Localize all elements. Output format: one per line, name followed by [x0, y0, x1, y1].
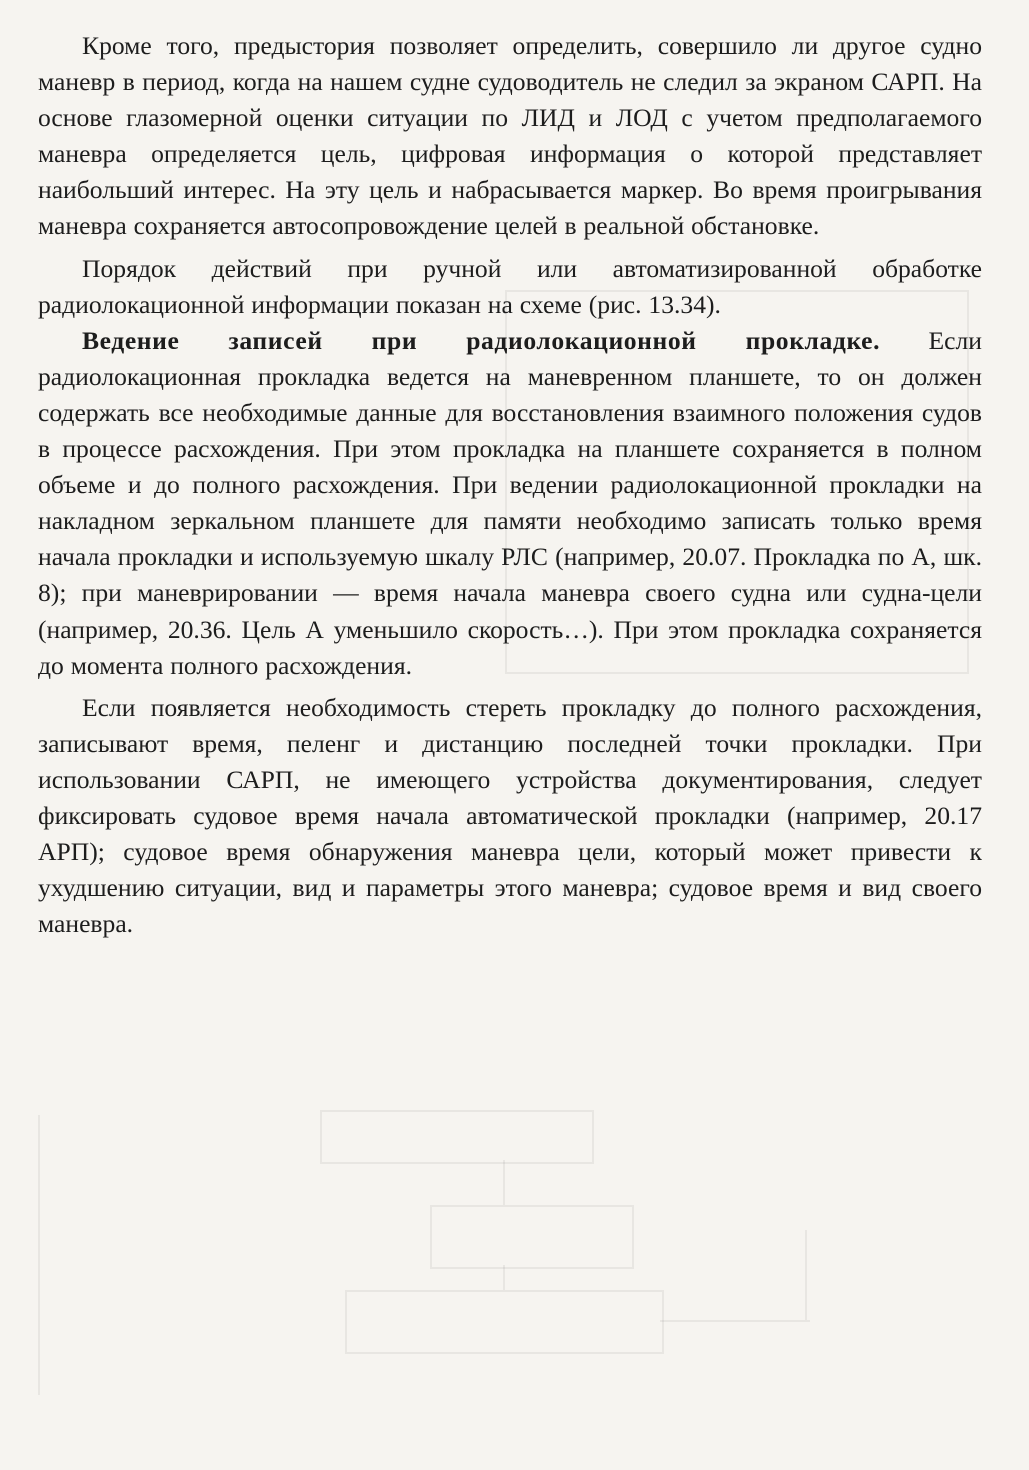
bleed-through-line: [503, 1160, 505, 1205]
body-text: [38, 28, 982, 942]
bleed-through-line: [38, 1115, 40, 1395]
bleed-through-line: [660, 1320, 810, 1322]
bleed-through-box: [345, 1290, 664, 1354]
bleed-through-box: [430, 1205, 634, 1269]
paragraph-2: Порядок действий при ручной или автоматизированной обработке радиолокационной информации показан на схеме (рис. 13.34).: [38, 253, 982, 319]
bleed-through-line: [503, 1265, 505, 1290]
paragraph-3-text: Если радиолокационная прокладка ведется на маневренном планшете, то он должен содержать все необходимые данные для восстановления взаимного положения судов в процессе расхождения. При этом прокладка на планшете сохраняется в полном объеме и до полного расхождения. При ведении радиолокационной прокладки на накладном зеркальном планшете для памяти необходимо записать только время начала прокладки и используемую шкалу РЛС (например, 20.07. Прокладка по А, шк. 8); при маневрировании — время начала маневра своего судна или судна-цели (например, 20.36. Цель А уменьшило скорость…). При этом прокладка сохраняется до момента полного расхождения.: [38, 325, 982, 680]
paragraph-4: Если появляется необходимость стереть прокладку до полного расхождения, записывают время, пеленг и дистанцию последней точки прокладки. При использовании САРП, не имеющего устройства документирования, следует фиксировать судовое время начала автоматической прокладки (например, 20.17 АРП); судовое время обнаружения маневра цели, который может привести к ухудшению ситуации, вид и параметры этого маневра; судовое время и вид своего маневра.: [38, 692, 982, 939]
bleed-through-line: [805, 1230, 807, 1320]
paragraph-1: Кроме того, предыстория позволяет определить, совершило ли другое судно маневр в период, когда на нашем судне судоводитель не следил за экраном САРП. На основе глазомерной оценки ситуации по ЛИД и ЛОД с учетом предполагаемого маневра определяется цель, цифровая информация о которой представляет наибольший интерес. На эту цель и набрасывается маркер. Во время проигрывания маневра сохраняется автосопровождение целей в реальной обстановке.: [38, 31, 982, 241]
bleed-through-box: [320, 1110, 594, 1164]
paragraph-3-heading: Ведение записей при радиолокационной прокладке.: [82, 325, 881, 355]
paragraph-3: [38, 323, 982, 684]
